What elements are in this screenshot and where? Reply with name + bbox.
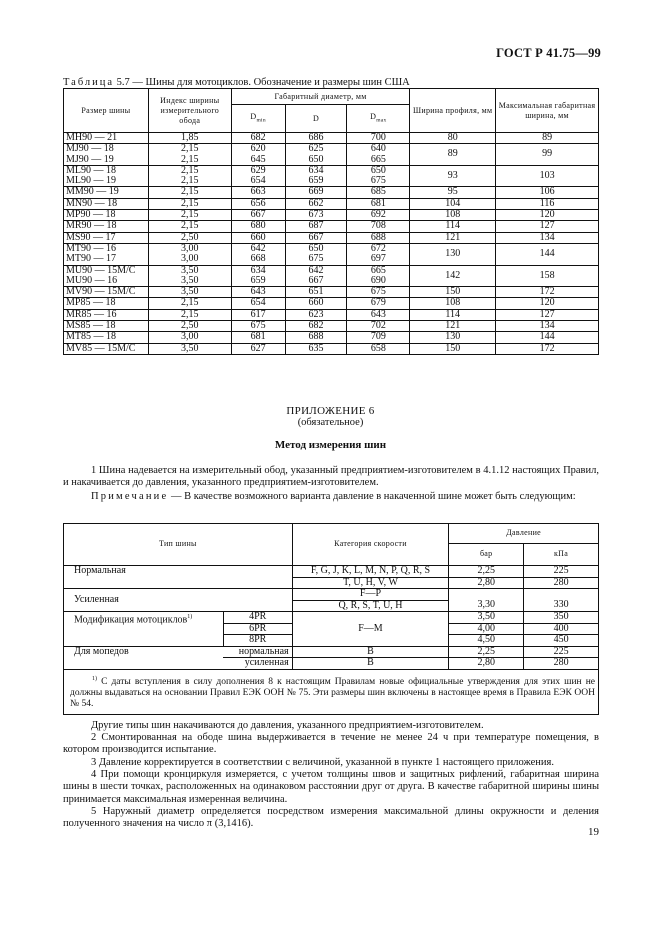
- dmin-subscript: min: [256, 117, 266, 124]
- table-row: [64, 309, 599, 320]
- cell-d: 651: [285, 287, 347, 298]
- col-dmax-header: [347, 105, 410, 133]
- cell-dmax: 665: [347, 155, 410, 166]
- col-width-header: Ширина профиля, мм: [410, 89, 496, 133]
- col-diameter-header: Габаритный диаметр, мм: [231, 89, 410, 105]
- cell-maxwidth: 106: [496, 187, 599, 198]
- cell-d: 634: [285, 165, 347, 176]
- cell-d: 623: [285, 309, 347, 320]
- cell-bar: 3,30: [449, 600, 524, 612]
- cell-rim-index: 3,50: [148, 265, 231, 276]
- paragraph-1: 1 Шина надевается на измерительный обод, указанный предприятием-изготовителем в 4.1.12 настоящих Правил, и накачивается до давления, указанного предприятием-изготовителем.: [63, 465, 599, 489]
- cell-size: MJ90 — 19: [64, 155, 149, 166]
- cell-width: 108: [410, 298, 496, 309]
- cell-dmin: 682: [231, 133, 285, 144]
- cell-width: 121: [410, 232, 496, 243]
- cell-rim-index: 2,15: [148, 187, 231, 198]
- dmin-symbol: D: [250, 111, 257, 121]
- paragraph-other: Другие типы шин накачиваются до давления, указанного предприятием-изготовителем.: [91, 720, 484, 731]
- table-row: [64, 243, 599, 254]
- cell-d: 659: [285, 176, 347, 187]
- cell-size: MU90 — 15M/C: [64, 265, 149, 276]
- paragraph-4: 4 При помощи кронциркуля измеряется, с учетом толщины швов и защитных рифлений, габаритная ширина шины в шести точках, расположенных на одинаковом расстоянии друг от друга. В качестве габаритной ширины шины принимается максимальная измеренная величина.: [63, 769, 599, 805]
- cell-kpa: 350: [524, 612, 599, 624]
- cell-bar: 4,50: [449, 635, 524, 647]
- cell-size: MT85 — 18: [64, 332, 149, 343]
- cell-dmax: 665: [347, 265, 410, 276]
- footnote-text: С даты вступления в силу дополнения 8 к настоящим Правилам новые официальные утверждения для этих шин не должны выдаваться на основании Правил ЕЭК ООН № 75. Эти размеры шин включены в настоящее время в Правила ЕЭК ООН № 54.: [70, 676, 595, 710]
- cell-dmax: 700: [347, 133, 410, 144]
- moped-normal-label: нормальная: [223, 646, 292, 658]
- cell-kpa: 450: [524, 635, 599, 647]
- cell-maxwidth: 103: [496, 165, 599, 187]
- cell-dmax: 640: [347, 144, 410, 155]
- cell-width: 114: [410, 221, 496, 232]
- cell-rim-index: 2,15: [148, 176, 231, 187]
- cell-dmin: 668: [231, 254, 285, 265]
- cell-width: 130: [410, 243, 496, 265]
- cell-dmin: 643: [231, 287, 285, 298]
- tire-size-table-body: [64, 133, 599, 355]
- paragraph-5: 5 Наружный диаметр определяется посредством измерения максимальной длины окружности и деления полученного значения на число π (3,1416).: [63, 806, 599, 830]
- cell-rim-index: 3,00: [148, 332, 231, 343]
- cell-width: 108: [410, 210, 496, 221]
- cell-size: MS85 — 18: [64, 321, 149, 332]
- cell-cat: F—P: [292, 589, 449, 601]
- cell-rim-index: 3,50: [148, 343, 231, 354]
- pressure-table: [63, 523, 599, 715]
- cell-size: MV85 — 15M/C: [64, 343, 149, 354]
- cell-dmax: 675: [347, 287, 410, 298]
- table-row: [64, 298, 599, 309]
- table-row: [64, 232, 599, 243]
- cell-dmin: 642: [231, 243, 285, 254]
- cell-dmax: 675: [347, 176, 410, 187]
- cell-maxwidth: 134: [496, 232, 599, 243]
- cell-kpa: 330: [524, 600, 599, 612]
- cell-maxwidth: 127: [496, 221, 599, 232]
- cell-rim-index: 3,50: [148, 287, 231, 298]
- cell-dmax: 697: [347, 254, 410, 265]
- col-rim-header: Индекс ширины измерительного обода: [148, 89, 231, 133]
- col-d-header: D: [285, 105, 347, 133]
- cell-size: MT90 — 16: [64, 243, 149, 254]
- cell-dmin: 667: [231, 210, 285, 221]
- cell-dmin: 629: [231, 165, 285, 176]
- cell-d: 635: [285, 343, 347, 354]
- cell-width: 95: [410, 187, 496, 198]
- col-dmin-header: [231, 105, 285, 133]
- reinforced-type-label: Усиленная: [64, 589, 293, 612]
- cell-rim-index: 2,15: [148, 309, 231, 320]
- cell-cat: B: [292, 658, 449, 670]
- cell-width: 93: [410, 165, 496, 187]
- cell-cat: Q, R, S, T, U, H: [292, 600, 449, 612]
- cell-dmin: 659: [231, 276, 285, 287]
- col-size-header: Размер шины: [64, 89, 149, 133]
- cell-d: 625: [285, 144, 347, 155]
- cell-cat: F, G, J, K, L, M, N, P, Q, R, S: [292, 566, 449, 578]
- cell-size: MM90 — 19: [64, 187, 149, 198]
- col-pressure-header: Давление: [449, 524, 599, 544]
- cell-bar: 2,25: [449, 566, 524, 578]
- note-text: — В качестве возможного варианта давление в накаченной шине может быть следующим:: [168, 491, 576, 502]
- cell-dmin: 681: [231, 332, 285, 343]
- section-heading: Метод измерения шин: [274, 439, 387, 451]
- cell-dmax: 679: [347, 298, 410, 309]
- cell-dmax: 702: [347, 321, 410, 332]
- col-category-header: Категория скорости: [292, 524, 449, 566]
- cell-size: ML90 — 18: [64, 165, 149, 176]
- cell-rim-index: 2,15: [148, 155, 231, 166]
- table-caption: [63, 77, 410, 88]
- cell-kpa: 400: [524, 623, 599, 635]
- cell-d: 650: [285, 155, 347, 166]
- cell-dmax: 692: [347, 210, 410, 221]
- moto-cat: F—M: [292, 612, 449, 647]
- cell-rim-index: 3,50: [148, 276, 231, 287]
- cell-kpa: 280: [524, 577, 599, 589]
- paragraph-2: 2 Смонтированная на ободе шина выдерживается в течение не менее 24 ч при температуре помещения, в котором производится испытание.: [63, 732, 599, 756]
- col-bar-header: бар: [449, 544, 524, 566]
- cell-dmax: 650: [347, 165, 410, 176]
- col-maxwidth-header: Максимальная габаритная ширина, мм: [496, 89, 599, 133]
- cell-size: MJ90 — 18: [64, 144, 149, 155]
- cell-width: 150: [410, 287, 496, 298]
- cell-rim-index: 1,85: [148, 133, 231, 144]
- cell-dmax: 672: [347, 243, 410, 254]
- cell-kpa: 225: [524, 566, 599, 578]
- table-row: [64, 589, 599, 601]
- note-label: Примечание: [91, 491, 169, 502]
- cell-maxwidth: 89: [496, 133, 599, 144]
- cell-size: MH90 — 21: [64, 133, 149, 144]
- cell-size: MN90 — 18: [64, 198, 149, 209]
- cell-dmin: 660: [231, 232, 285, 243]
- cell-d: 687: [285, 221, 347, 232]
- table-row: [64, 165, 599, 176]
- table-footnote: [64, 669, 599, 715]
- cell-maxwidth: 172: [496, 343, 599, 354]
- normal-type-label: Нормальная: [64, 566, 293, 589]
- table-row: [64, 133, 599, 144]
- cell-kpa: 280: [524, 658, 599, 670]
- cell-maxwidth: 127: [496, 309, 599, 320]
- paragraph-3: 3 Давление корректируется в соответствии с величиной, указанной в пункте 1 настоящего приложения.: [91, 757, 554, 768]
- cell-dmin: 627: [231, 343, 285, 354]
- cell-size: MT90 — 17: [64, 254, 149, 265]
- cell-d: 667: [285, 232, 347, 243]
- dmax-subscript: max: [376, 117, 387, 124]
- cell-width: 142: [410, 265, 496, 287]
- cell-bar: 4,00: [449, 623, 524, 635]
- moped-reinforced-label: усиленная: [223, 658, 292, 670]
- table-row: [64, 343, 599, 354]
- cell-d: 642: [285, 265, 347, 276]
- cell-width: 130: [410, 332, 496, 343]
- cell-bar: 2,80: [449, 577, 524, 589]
- table-row: [64, 287, 599, 298]
- cell-maxwidth: 172: [496, 287, 599, 298]
- table-row: [64, 144, 599, 155]
- cell-size: MR85 — 16: [64, 309, 149, 320]
- col-type-header: Тип шины: [64, 524, 293, 566]
- cell-maxwidth: 116: [496, 198, 599, 209]
- table-row: [64, 198, 599, 209]
- cell-size: MP90 — 18: [64, 210, 149, 221]
- doc-code: ГОСТ Р 41.75—99: [496, 46, 601, 60]
- cell-width: 89: [410, 144, 496, 166]
- cell-maxwidth: 158: [496, 265, 599, 287]
- cell-d: 662: [285, 198, 347, 209]
- cell-dmin: 675: [231, 321, 285, 332]
- cell-dmax: 688: [347, 232, 410, 243]
- cell-d: 686: [285, 133, 347, 144]
- cell-dmax: 658: [347, 343, 410, 354]
- cell-width: 80: [410, 133, 496, 144]
- cell-dmax: 681: [347, 198, 410, 209]
- cell-d: 660: [285, 298, 347, 309]
- cell-d: 673: [285, 210, 347, 221]
- cell-size: MV90 — 15M/C: [64, 287, 149, 298]
- cell-ply: 6PR: [223, 623, 292, 635]
- cell-ply: 4PR: [223, 612, 292, 624]
- cell-width: 121: [410, 321, 496, 332]
- cell-size: MR90 — 18: [64, 221, 149, 232]
- cell-dmin: 654: [231, 298, 285, 309]
- cell-size: MS90 — 17: [64, 232, 149, 243]
- cell-width: 114: [410, 309, 496, 320]
- cell-kpa: 225: [524, 646, 599, 658]
- cell-rim-index: 3,00: [148, 243, 231, 254]
- cell-dmin: 645: [231, 155, 285, 166]
- cell-d: 688: [285, 332, 347, 343]
- cell-rim-index: 2,15: [148, 221, 231, 232]
- cell-rim-index: 3,00: [148, 254, 231, 265]
- cell-bar: 2,80: [449, 658, 524, 670]
- table-row: [64, 210, 599, 221]
- page-number: 19: [588, 826, 599, 838]
- col-kpa-header: кПа: [524, 544, 599, 566]
- cell-size: ML90 — 19: [64, 176, 149, 187]
- table-row: [64, 612, 599, 624]
- cell-dmax: 708: [347, 221, 410, 232]
- cell-cat: B: [292, 646, 449, 658]
- cell-dmin: 620: [231, 144, 285, 155]
- moped-type-label: Для мопедов: [64, 646, 224, 669]
- cell-dmin: 634: [231, 265, 285, 276]
- appendix-title: ПРИЛОЖЕНИЕ 6: [286, 405, 375, 417]
- moto-type-label: [64, 612, 224, 647]
- cell-width: 150: [410, 343, 496, 354]
- cell-d: 669: [285, 187, 347, 198]
- table-row: [64, 332, 599, 343]
- cell-rim-index: 2,15: [148, 298, 231, 309]
- cell-dmin: 663: [231, 187, 285, 198]
- cell-d: 667: [285, 276, 347, 287]
- cell-size: MU90 — 16: [64, 276, 149, 287]
- tire-size-table: [63, 88, 599, 355]
- appendix-subtitle: (обязательное): [297, 417, 364, 428]
- cell-size: MP85 — 18: [64, 298, 149, 309]
- cell-rim-index: 2,15: [148, 165, 231, 176]
- cell-rim-index: 2,15: [148, 198, 231, 209]
- cell-dmax: 643: [347, 309, 410, 320]
- table-row: [64, 566, 599, 578]
- note-paragraph: [63, 491, 599, 503]
- table-row: [64, 265, 599, 276]
- cell-dmin: 617: [231, 309, 285, 320]
- cell-bar: 3,50: [449, 612, 524, 624]
- cell-maxwidth: 144: [496, 243, 599, 265]
- cell-maxwidth: 134: [496, 321, 599, 332]
- footnote-ref: 1): [187, 614, 193, 620]
- cell-d: 650: [285, 243, 347, 254]
- cell-dmin: 654: [231, 176, 285, 187]
- footnote-mark: 1): [92, 675, 97, 682]
- cell-maxwidth: 120: [496, 210, 599, 221]
- cell-maxwidth: 99: [496, 144, 599, 166]
- cell-rim-index: 2,50: [148, 232, 231, 243]
- dmax-symbol: D: [370, 111, 377, 121]
- cell-rim-index: 2,15: [148, 210, 231, 221]
- cell-rim-index: 2,15: [148, 144, 231, 155]
- cell-maxwidth: 120: [496, 298, 599, 309]
- cell-dmax: 709: [347, 332, 410, 343]
- table-row: [64, 221, 599, 232]
- cell-dmax: 690: [347, 276, 410, 287]
- caption-prefix: Таблица: [63, 77, 115, 88]
- cell-maxwidth: 144: [496, 332, 599, 343]
- table-row: [64, 187, 599, 198]
- table-row: [64, 646, 599, 658]
- cell-d: 675: [285, 254, 347, 265]
- cell-rim-index: 2,50: [148, 321, 231, 332]
- cell-dmin: 680: [231, 221, 285, 232]
- cell-d: 682: [285, 321, 347, 332]
- table-row: [64, 321, 599, 332]
- cell-dmin: 656: [231, 198, 285, 209]
- cell-bar: 2,25: [449, 646, 524, 658]
- cell-dmax: 685: [347, 187, 410, 198]
- cell-cat: T, U, H, V, W: [292, 577, 449, 589]
- moto-label-text: Модификация мотоциклов: [74, 614, 188, 626]
- cell-width: 104: [410, 198, 496, 209]
- caption-text: 5.7 — Шины для мотоциклов. Обозначение и размеры шин США: [116, 77, 410, 88]
- cell-ply: 8PR: [223, 635, 292, 647]
